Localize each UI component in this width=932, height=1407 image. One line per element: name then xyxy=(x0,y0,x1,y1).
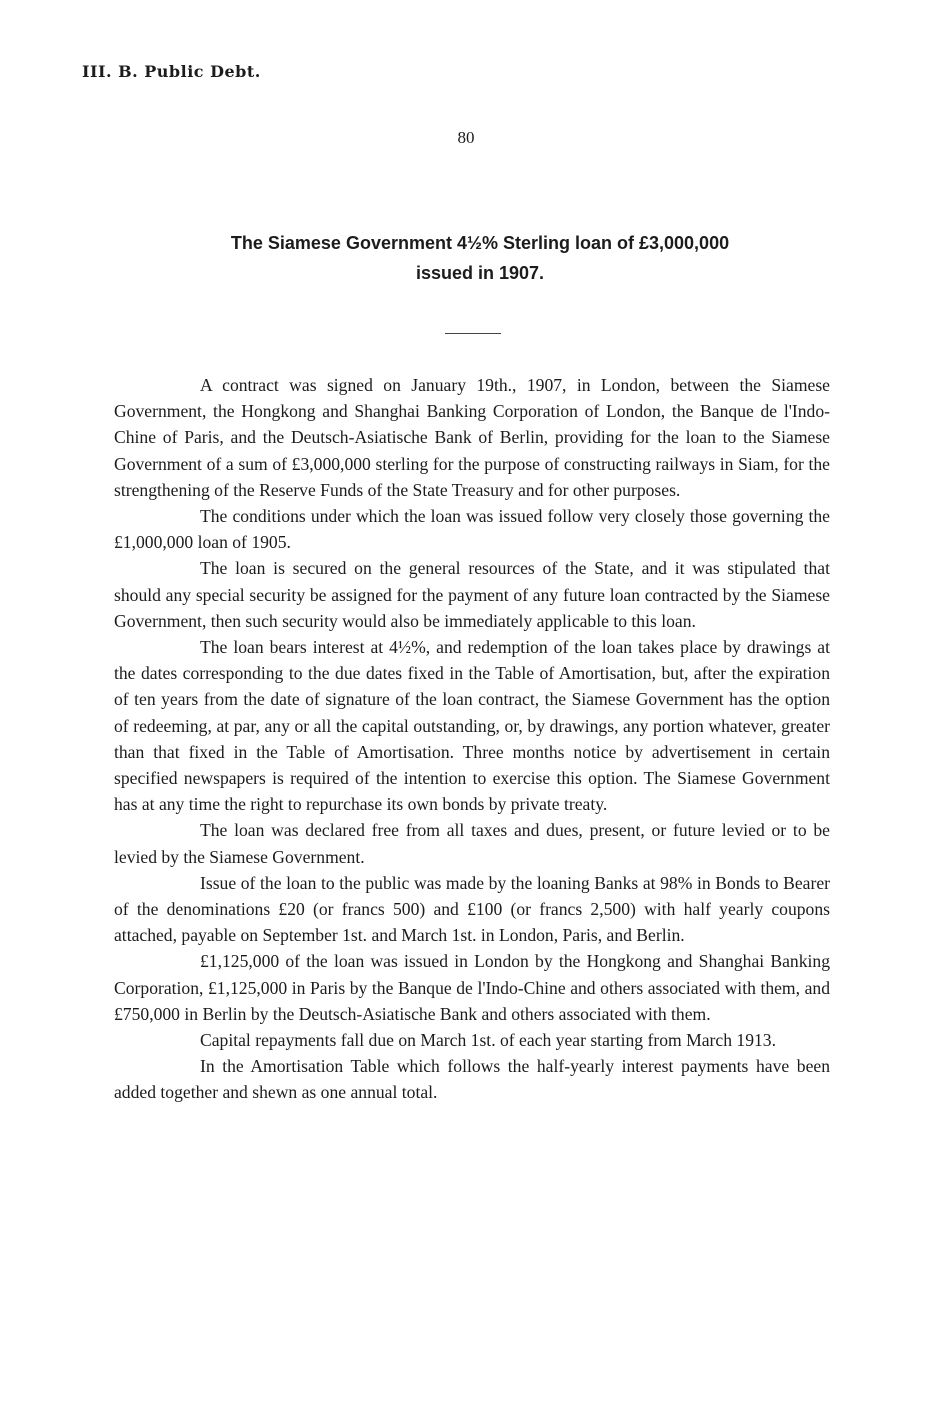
title-line-2: issued in 1907. xyxy=(415,263,545,283)
paragraph-interest: The loan bears interest at 4½%, and redemption of the loan takes place by drawings at the dates corresponding to the due dates fixed in the Table of Amortisation, but, after the expiration of ten years from the date of signature of the loan contract, the Siamese Government has the option of redeeming, at par, any or all the capital outstanding, or, by drawings, any portion whatever, greater than that fixed in the Table of Amortisation. Three months notice by advertisement in certain specified newspapers is required of the intention to exercise this option. The Siamese Government has at any time the right to repurchase its own bonds by private treaty. xyxy=(114,637,830,815)
paragraph-repayments: Capital repayments fall due on March 1st. of each year starting from March 1913. xyxy=(200,1030,777,1051)
title-line-1: The Siamese Government 4½% Sterling loan of £3,000,000 xyxy=(230,233,730,253)
paragraph-distribution: £1,125,000 of the loan was issued in London by the Hongkong and Shanghai Banking Corporation, £1,125,000 in Paris by the Banque de l'Indo-Chine and others associated with them, and £750,000 in Berlin by the Deutsch-Asiatische Bank and others associated with them. xyxy=(114,951,830,1024)
paragraph-amortisation: In the Amortisation Table which follows the half-yearly interest payments have been added together and shewn as one annual total. xyxy=(114,1056,830,1103)
paragraph-conditions: The conditions under which the loan was issued follow very closely those governing the £1,000,000 loan of 1905. xyxy=(114,506,830,553)
page-number: 80 xyxy=(457,128,475,147)
paragraph-taxes: The loan was declared free from all taxes and dues, present, or future levied or to be levied by the Siamese Government. xyxy=(114,820,830,867)
section-divider xyxy=(445,333,501,334)
paragraph-issue: Issue of the loan to the public was made by the loaning Banks at 98% in Bonds to Bearer of the denominations £20 (or francs 500) and £100 (or francs 2,500) with half yearly coupons attached, payable on September 1st. and March 1st. in London, Paris, and Berlin. xyxy=(114,872,830,946)
document-body xyxy=(114,372,830,1106)
paragraph-security: The loan is secured on the general resources of the State, and it was stipulated that should any special security be assigned for the payment of any future loan contracted by the Siamese Government, then such security would also be immediately applicable to this loan. xyxy=(114,558,830,631)
paragraph-contract: A contract was signed on January 19th., 1907, in London, between the Siamese Government, the Hongkong and Shanghai Banking Corporation of London, the Banque de l'Indo-Chine of Paris, and the Deutsch-Asiatische Bank of Berlin, providing for the loan to the Siamese Government of a sum of £3,000,000 sterling for the purpose of constructing railways in Siam, for the strengthening of the Reserve Funds of the State Treasury and for other purposes. xyxy=(114,375,830,500)
running-head: III. B. Public Debt. xyxy=(82,62,261,81)
document-title xyxy=(140,228,820,288)
